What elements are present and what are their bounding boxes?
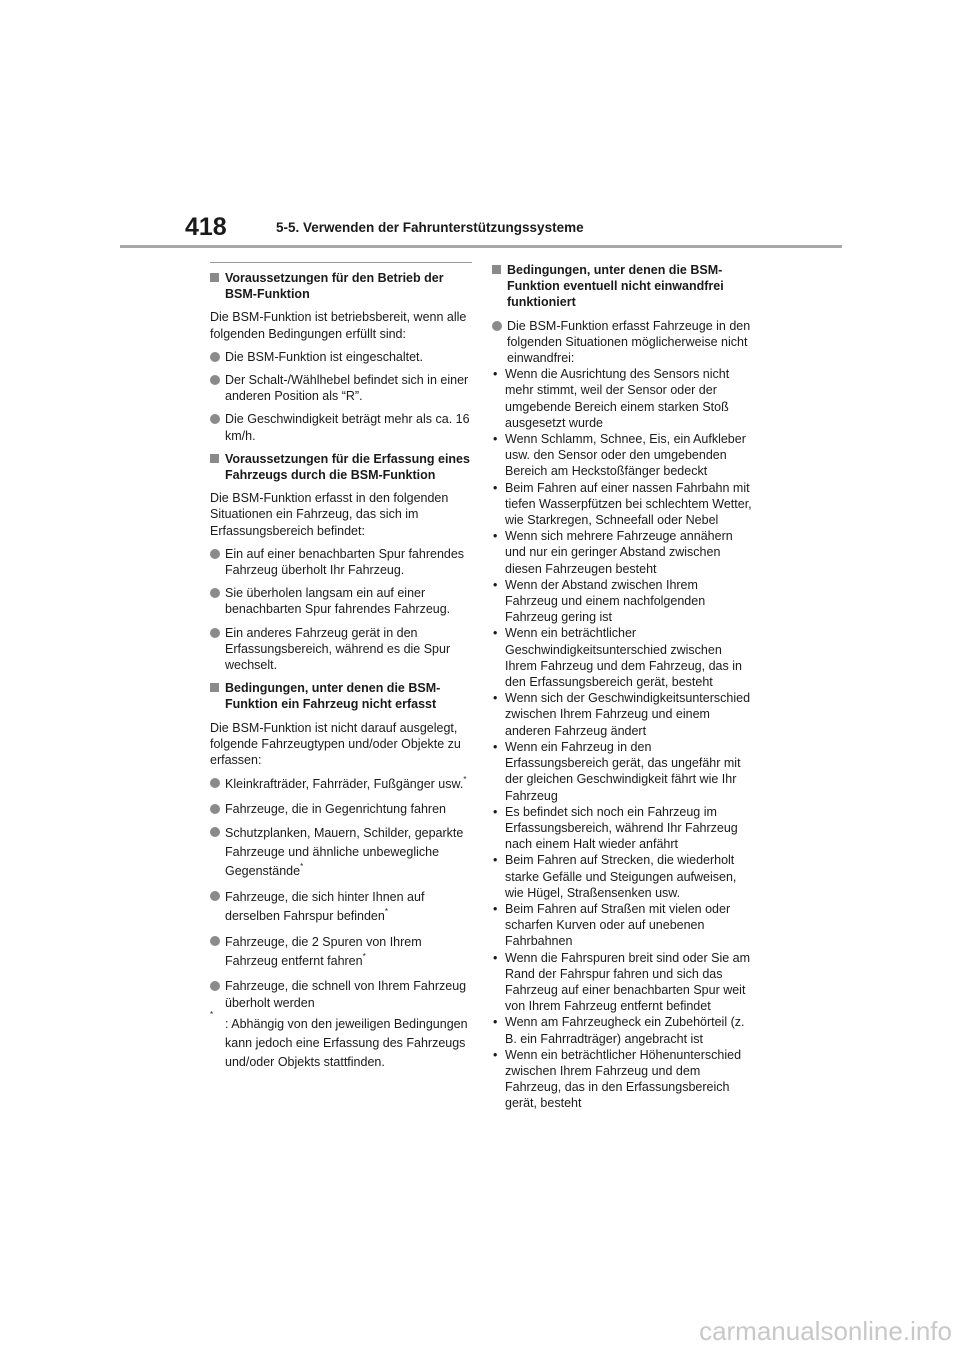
section-intro: Die BSM-Funktion ist nicht darauf ausgelegt, folgende Fahrzeugtypen und/oder Objekte zu erfassen:: [210, 720, 461, 768]
situation-text: Wenn der Abstand zwischen Ihrem Fahrzeug und einem nachfolgenden Fahrzeug gering ist: [505, 577, 706, 625]
heading-text: Voraussetzungen für den Betrieb der BSM-Funktion: [225, 271, 444, 302]
list-item: [210, 585, 472, 617]
situation-item: [492, 431, 754, 480]
circle-bullet-icon: [210, 588, 220, 598]
square-bullet-icon: [492, 265, 501, 274]
circle-bullet-icon: [210, 628, 220, 638]
list-item-text: Die BSM-Funktion erfasst Fahrzeuge in den folgenden Situationen möglicherweise nicht einwandfrei:: [507, 318, 751, 366]
watermark: carmanualsonline.info: [699, 1316, 952, 1346]
list-item: [210, 625, 472, 674]
section-heading-operating-conditions: [210, 270, 472, 302]
bullet-glyph: •: [493, 901, 498, 916]
footnote: * : Abhängig von den jeweiligen Bedingungen kann jedoch eine Erfassung des Fahrzeugs und/oder Objekts stattfinden.: [210, 1009, 468, 1069]
section-divider: [210, 262, 472, 263]
list-item-text: Der Schalt-/Wählhebel befindet sich in einer anderen Position als “R”.: [225, 373, 469, 404]
list-item-text: Die BSM-Funktion ist eingeschaltet.: [225, 349, 424, 364]
footnote-marker: *: [362, 952, 366, 962]
list-item: [210, 978, 472, 1010]
list-item: [210, 546, 472, 578]
list-item-text: Ein auf einer benachbarten Spur fahrendes Fahrzeug überholt Ihr Fahrzeug.: [225, 546, 465, 578]
circle-bullet-icon: [210, 375, 220, 385]
chapter-title: 5-5. Verwenden der Fahrunterstützungssysteme: [276, 220, 584, 235]
situation-text: Wenn Schlamm, Schnee, Eis, ein Aufkleber usw. den Sensor oder den umgebenden Bereich am Heckstoßfänger bedeckt: [505, 432, 746, 479]
bullet-glyph: •: [493, 432, 498, 447]
bullet-glyph: •: [493, 367, 498, 382]
situation-text: Wenn ein Fahrzeug in den Erfassungsbereich gerät, das ungefähr mit der gleichen Geschwindigkeit fährt wie Ihr Fahrzeug: [505, 739, 741, 803]
situation-text: Wenn ein beträchtlicher Geschwindigkeitsunterschied zwischen Ihrem Fahrzeug und dem Fahrzeug, das in den Erfassungsbereich gerät, besteht: [505, 626, 742, 690]
square-bullet-icon: [210, 454, 219, 463]
situation-item: [492, 804, 754, 853]
square-bullet-icon: [210, 683, 219, 692]
bullet-glyph: •: [493, 739, 498, 754]
list-item-text: Fahrzeuge, die sich hinter Ihnen auf derselben Fahrspur befinden: [225, 890, 425, 924]
situation-item: [492, 950, 754, 1015]
footnote-marker: *: [384, 907, 388, 917]
situation-text: Wenn die Ausrichtung des Sensors nicht mehr stimmt, weil der Sensor oder der umgebende Bereich einem starken Stoß ausgesetzt wurde: [505, 367, 730, 430]
bullet-glyph: •: [493, 853, 498, 868]
bullet-glyph: •: [493, 529, 498, 544]
situation-item: [492, 528, 754, 577]
list-item-text: Die Geschwindigkeit beträgt mehr als ca. 16 km/h.: [225, 412, 470, 443]
bullet-glyph: •: [493, 577, 498, 592]
list-item: [210, 775, 472, 794]
situation-item: [492, 577, 754, 626]
list-item: [210, 411, 472, 443]
list-item-text: Kleinkrafträder, Fahrräder, Fußgänger usw.: [225, 777, 464, 792]
situation-text: Wenn die Fahrspuren breit sind oder Sie am Rand der Fahrspur fahren und sich das Fahrzeug auf einer benachbarten Spur weit von Ihrem Fahrzeug entfernt befindet: [505, 950, 751, 1014]
page-number: 418: [185, 213, 227, 241]
situation-text: Es befindet sich noch ein Fahrzeug im Erfassungsbereich, während Ihr Fahrzeug nach einem Halt wieder anfährt: [505, 804, 738, 852]
left-column: [210, 262, 472, 1072]
heading-text: Bedingungen, unter denen die BSM-Funktion eventuell nicht einwandfrei funktioniert: [507, 263, 724, 310]
list-item: [210, 349, 472, 365]
section-intro: Die BSM-Funktion erfasst in den folgenden Situationen ein Fahrzeug, das sich im Erfassungsbereich befindet:: [210, 491, 449, 538]
list-item: [210, 933, 472, 971]
situation-text: Wenn sich der Geschwindigkeitsunterschied zwischen Ihrem Fahrzeug und einem anderen Fahrzeug ändert: [505, 691, 751, 738]
list-item-text: Ein anderes Fahrzeug gerät in den Erfassungsbereich, während es die Spur wechselt.: [225, 625, 451, 673]
situation-item: [492, 901, 754, 950]
list-item-text: Fahrzeuge, die schnell von Ihrem Fahrzeug überholt werden: [225, 979, 467, 1010]
list-item-text: Fahrzeuge, die in Gegenrichtung fahren: [225, 802, 446, 817]
list-item: [210, 824, 472, 881]
list-item-text: Sie überholen langsam ein auf einer benachbarten Spur fahrendes Fahrzeug.: [225, 586, 451, 617]
situation-item: [492, 1047, 754, 1112]
circle-bullet-icon: [210, 778, 220, 788]
circle-bullet-icon: [210, 352, 220, 362]
situation-item: [492, 1014, 754, 1046]
header-divider: [120, 245, 842, 248]
section-heading-detection-conditions: [210, 451, 472, 483]
situation-item: [492, 625, 754, 690]
situation-item: [492, 690, 754, 739]
situation-item: [492, 480, 754, 529]
footnote-text: : Abhängig von den jeweiligen Bedingungen kann jedoch eine Erfassung des Fahrzeugs und/oder Objekts stattfinden.: [225, 1016, 468, 1069]
situation-text: Beim Fahren auf Straßen mit vielen oder scharfen Kurven oder auf unebenen Fahrbahnen: [505, 901, 731, 949]
bullet-glyph: •: [493, 1015, 498, 1030]
page-header: [120, 212, 842, 248]
situation-list: [492, 366, 754, 1111]
situation-text: Beim Fahren auf einer nassen Fahrbahn mit tiefen Wasserpfützen bei schlechtem Wetter, wie Starkregen, Schneefall oder Nebel: [505, 480, 752, 528]
section-heading-non-detection: [210, 680, 472, 712]
bullet-glyph: •: [493, 480, 498, 495]
list-item: [492, 318, 754, 1112]
circle-bullet-icon: [210, 891, 220, 901]
circle-bullet-icon: [210, 549, 220, 559]
bullet-glyph: •: [493, 1047, 498, 1062]
bullet-glyph: •: [493, 950, 498, 965]
list-item-text: Fahrzeuge, die 2 Spuren von Ihrem Fahrzeug entfernt fahren: [225, 935, 422, 969]
list-item: [210, 801, 472, 817]
situation-text: Wenn sich mehrere Fahrzeuge annähern und nur ein geringer Abstand zwischen diesen Fahrzeugen besteht: [505, 529, 733, 576]
list-item-text: Schutzplanken, Mauern, Schilder, geparkte Fahrzeuge und ähnliche unbewegliche Gegenstände: [225, 826, 464, 879]
bullet-glyph: •: [493, 626, 498, 641]
section-intro: Die BSM-Funktion ist betriebsbereit, wenn alle folgenden Bedingungen erfüllt sind:: [210, 310, 467, 341]
circle-bullet-icon: [210, 936, 220, 946]
situation-item: [492, 739, 754, 804]
footnote-marker: *: [300, 862, 304, 872]
situation-text: Wenn am Fahrzeugheck ein Zubehörteil (z. B. ein Fahrradträger) angebracht ist: [505, 1015, 745, 1046]
bullet-glyph: •: [493, 691, 498, 706]
circle-bullet-icon: [210, 981, 220, 991]
footnote-marker: *: [463, 775, 467, 785]
list-item: [210, 372, 472, 404]
list-item: [210, 888, 472, 926]
situation-item: [492, 852, 754, 901]
heading-text: Bedingungen, unter denen die BSM-Funktion ein Fahrzeug nicht erfasst: [225, 681, 441, 712]
square-bullet-icon: [210, 273, 219, 282]
section-heading-malfunction-conditions: [492, 262, 754, 311]
circle-bullet-icon: [210, 804, 220, 814]
circle-bullet-icon: [210, 414, 220, 424]
circle-bullet-icon: [492, 321, 502, 331]
right-column: [492, 262, 754, 1112]
situation-text: Wenn ein beträchtlicher Höhenunterschied zwischen Ihrem Fahrzeug und dem Fahrzeug, das in den Erfassungsbereich gerät, besteht: [505, 1047, 742, 1111]
bullet-glyph: •: [493, 804, 498, 819]
heading-text: Voraussetzungen für die Erfassung eines Fahrzeugs durch die BSM-Funktion: [225, 451, 470, 483]
situation-text: Beim Fahren auf Strecken, die wiederholt starke Gefälle und Steigungen aufweisen, wie Hügel, Straßensenken usw.: [505, 853, 737, 900]
situation-item: [492, 366, 754, 431]
circle-bullet-icon: [210, 827, 220, 837]
